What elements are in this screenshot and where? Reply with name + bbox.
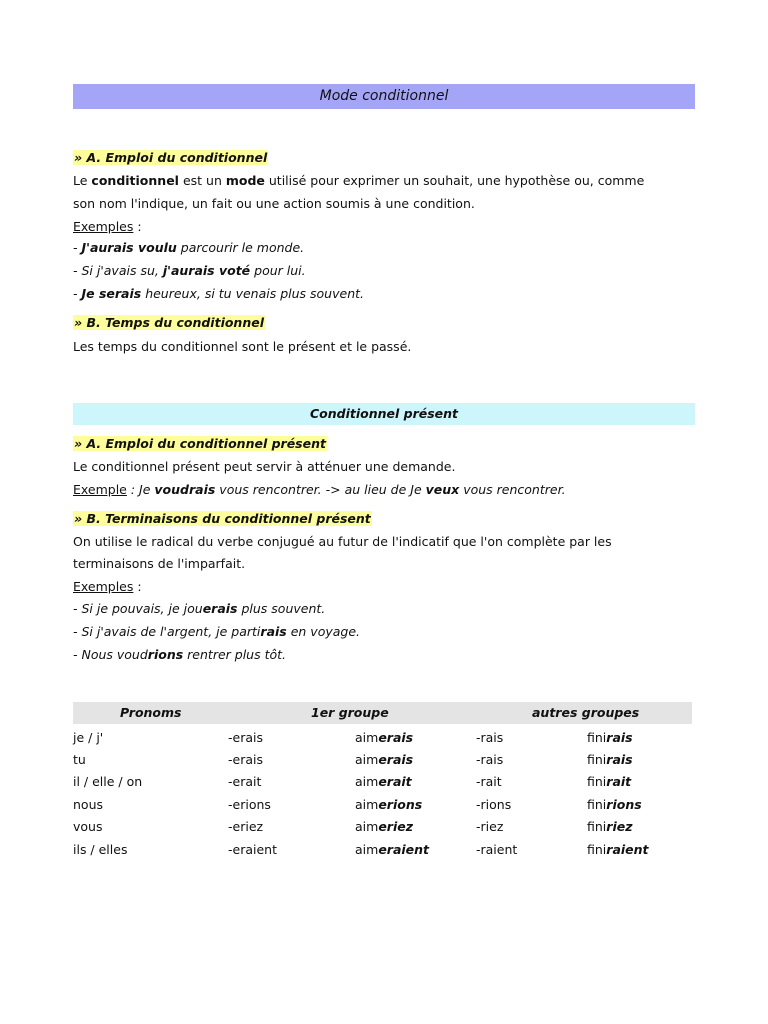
present-b-example-1: - Si je pouvais, je jouerais plus souvent. [73,601,326,616]
cell-pronoun: tu [73,752,86,767]
cell-ending-1er-groupe: -erais [228,730,263,745]
present-a-text: Le conditionnel présent peut servir à atténuer une demande. [73,459,456,474]
cell-verb-1er-groupe: aimeriez [355,819,413,834]
cell-ending-1er-groupe: -erait [228,774,262,789]
present-b-example-2: - Si j'avais de l'argent, je partirais en voyage. [73,624,360,639]
cell-verb-1er-groupe: aimeraient [355,842,430,857]
section-b-heading: » B. Temps du conditionnel [74,315,264,330]
present-b-examples-label: Exemples : [73,579,142,594]
present-b-text-line2: terminaisons de l'imparfait. [73,556,246,571]
cell-verb-1er-groupe: aimerais [355,752,414,767]
cell-verb-autres-groupes: finiraient [587,842,649,857]
present-a-example: Exemple : Je voudrais vous rencontrer. -> au lieu de Je veux vous rencontrer. [73,482,566,497]
cell-ending-1er-groupe: -eriez [228,819,264,834]
table-header [73,702,692,724]
cell-verb-autres-groupes: finirait [587,774,632,789]
cell-verb-1er-groupe: aimerions [355,797,423,812]
example-3: - Je serais heureux, si tu venais plus souvent. [73,286,364,301]
cell-ending-autres-groupes: -rions [476,797,512,812]
cell-ending-1er-groupe: -erais [228,752,263,767]
header-1er-groupe: 1er groupe [311,705,389,720]
cell-pronoun: ils / elles [73,842,128,857]
cell-pronoun: je / j' [73,730,104,745]
subtitle-band: Conditionnel présent [73,403,695,425]
cell-pronoun: il / elle / on [73,774,143,789]
section-a-paragraph-line1: Le conditionnel est un mode utilisé pour exprimer un souhait, une hypothèse ou, comme [73,173,645,188]
cell-ending-autres-groupes: -rait [476,774,502,789]
cell-verb-1er-groupe: aimerait [355,774,412,789]
cell-verb-autres-groupes: finiriez [587,819,633,834]
cell-verb-autres-groupes: finirions [587,797,642,812]
example-2: - Si j'avais su, j'aurais voté pour lui. [73,263,306,278]
cell-ending-1er-groupe: -eraient [228,842,277,857]
present-a-heading: » A. Emploi du conditionnel présent [74,436,326,451]
examples-label: Exemples : [73,219,142,234]
section-a-paragraph-line2: son nom l'indique, un fait ou une action soumis à une condition. [73,196,475,211]
section-a-heading: » A. Emploi du conditionnel [74,150,268,165]
header-autres-groupes: autres groupes [532,705,640,720]
example-1: - J'aurais voulu parcourir le monde. [73,240,305,255]
cell-ending-autres-groupes: -raient [476,842,518,857]
present-b-heading: » B. Terminaisons du conditionnel présent [74,511,371,526]
cell-ending-1er-groupe: -erions [228,797,271,812]
page-title: Mode conditionnel [73,84,695,109]
cell-verb-autres-groupes: finirais [587,752,633,767]
present-b-example-3: - Nous voudrions rentrer plus tôt. [73,647,286,662]
cell-verb-autres-groupes: finirais [587,730,633,745]
header-pronoms: Pronoms [120,705,182,720]
section-b-text: Les temps du conditionnel sont le présent et le passé. [73,339,412,354]
cell-ending-autres-groupes: -rais [476,730,504,745]
cell-ending-autres-groupes: -riez [476,819,504,834]
cell-pronoun: nous [73,797,104,812]
cell-ending-autres-groupes: -rais [476,752,504,767]
present-b-text-line1: On utilise le radical du verbe conjugué au futur de l'indicatif que l'on complète par les [73,534,612,549]
cell-verb-1er-groupe: aimerais [355,730,414,745]
cell-pronoun: vous [73,819,103,834]
